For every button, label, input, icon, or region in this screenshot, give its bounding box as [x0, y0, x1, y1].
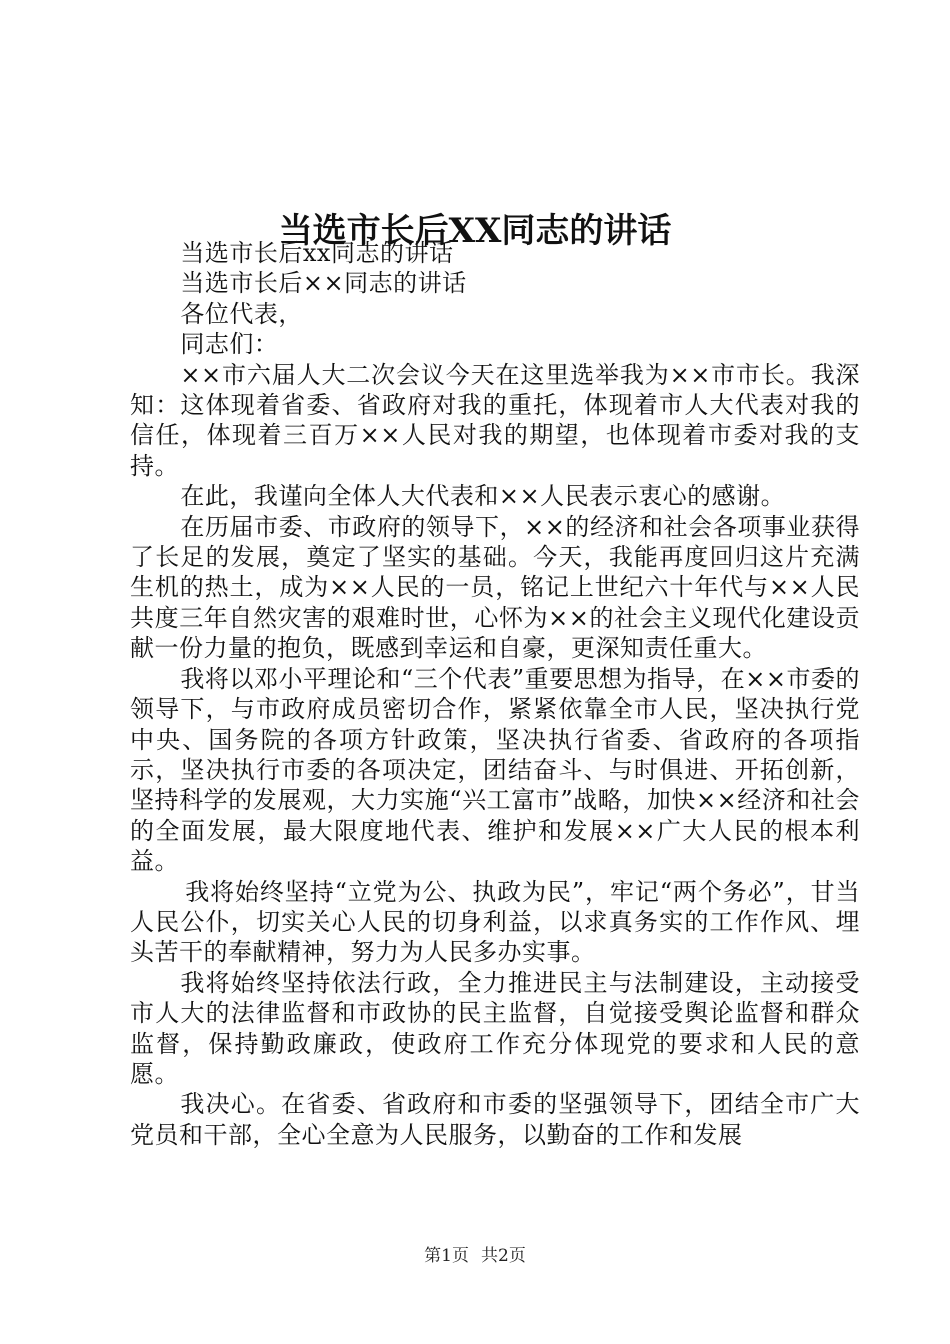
paragraph-salutation-2: 同志们： [180, 330, 279, 359]
document-title: 当选市长后XX同志的讲话 [278, 210, 672, 251]
page-total: 共2页 [481, 1246, 526, 1266]
document-body [130, 238, 860, 1150]
paragraph-service: 我将始终坚持“立党为公、执政为民”，牢记“两个务必”，甘当人民公仆，切实关心人民的切身利益，以求真务实的工作作风、埋头苦干的奉献精神，努力为人民多办实事。 [130, 877, 860, 967]
paragraph-history: 在历届市委、市政府的领导下，××的经济和社会各项事业获得了长足的发展，奠定了坚实的基础。今天，我能再度回归这片充满生机的热土，成为××人民的一员，铭记上世纪六十年代与××人民共度三年自然灾害的艰难时世，心怀为××的社会主义现代化建设贡献一份力量的抱负，既感到幸运和自豪，更深知责任重大。 [130, 512, 860, 663]
paragraph-subtitle-2: 当选市长后××同志的讲话 [180, 269, 467, 298]
paragraph-election: ××市六届人大二次会议今天在这里选举我为××市市长。我深知：这体现着省委、省政府对我的重托，体现着市人大代表对我的信任，体现着三百万××人民对我的期望，也体现着市委对我的支持。 [130, 360, 860, 480]
paragraph-thanks: 在此，我谨向全体人大代表和××人民表示衷心的感谢。 [180, 482, 786, 511]
paragraph-salutation-1: 各位代表， [180, 299, 303, 328]
page-number: 第1页 [424, 1246, 469, 1266]
paragraph-resolve: 我决心。在省委、省政府和市委的坚强领导下，团结全市广大党员和干部，全心全意为人民服务，以勤奋的工作和发展 [130, 1090, 860, 1149]
paragraph-law: 我将始终坚持依法行政，全力推进民主与法制建设，主动接受市人大的法律监督和市政协的民主监督，自觉接受舆论监督和群众监督，保持勤政廉政，使政府工作充分体现党的要求和人民的意愿。 [130, 968, 860, 1088]
paragraph-guidance: 我将以邓小平理论和“三个代表”重要思想为指导，在××市委的领导下，与市政府成员密切合作，紧紧依靠全市人民，坚决执行党中央、国务院的各项方针政策，坚决执行省委、省政府的各项指示，坚决执行市委的各项决定，团结奋斗、与时俱进、开拓创新，坚持科学的发展观，大力实施“兴工富市”战略，加快××经济和社会的全面发展，最大限度地代表、维护和发展××广大人民的根本利益。 [130, 664, 860, 876]
page-footer [0, 1245, 950, 1267]
paragraph-subtitle-1: 当选市长后xx同志的讲话 [180, 239, 454, 267]
